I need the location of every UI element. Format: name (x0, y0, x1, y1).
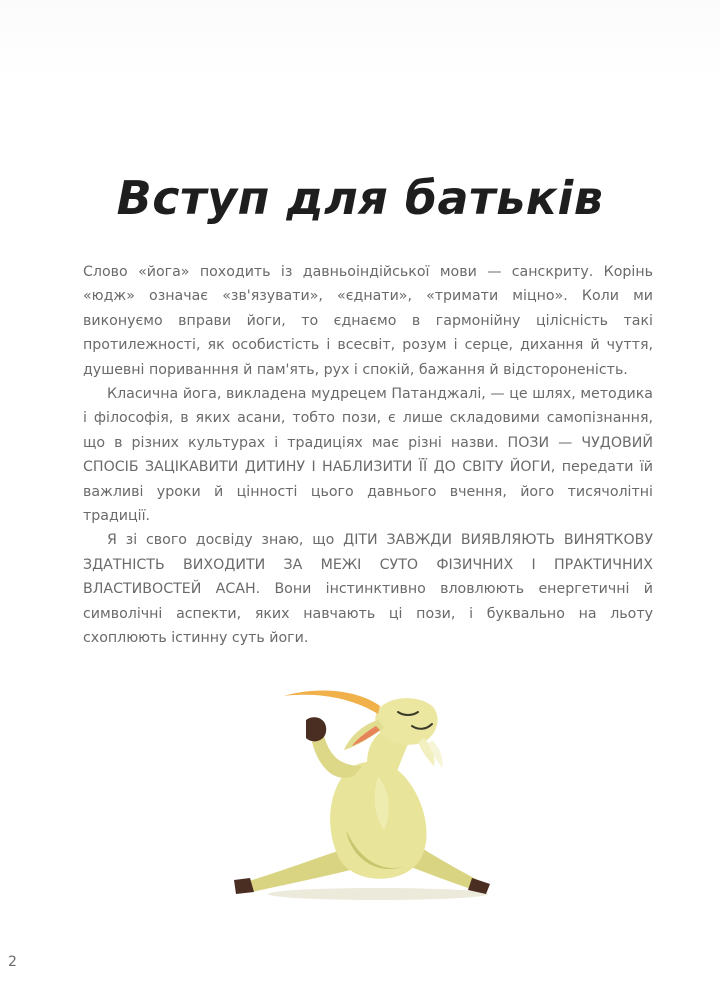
page-number: 2 (8, 954, 17, 970)
goat-horn (284, 691, 380, 714)
intro-text-block (83, 260, 653, 651)
paragraph-1: Слово «йога» походить із давньоіндійської мови — санскриту. Корінь «юдж» означає «зв'язувати», «єднати», «тримати міцно». Коли ми виконуємо вправи йоги, то єднаємо в гармонійну цілісність такі протилежності, як особистість і всесвіт, розум і серце, дихання й чуття, душевні пориванння й пам'ять, рух і спокій, бажання й відстороненість. (83, 264, 653, 378)
ground-shadow (268, 888, 488, 900)
goat-yoga-illustration (228, 680, 508, 910)
goat-left-hoof (234, 878, 254, 894)
paragraph-2: Класична йога, викладена мудрецем Патанджалі, — це шлях, методика і філософія, в яких асани, тобто пози, є лише складовими самопізнання, що в різних культурах і традиціях має різні назви. ПОЗИ — ЧУДОВИЙ СПОСІБ ЗАЦІКАВИТИ ДИТИНУ І НАБЛИЗИТИ ЇЇ ДО СВІТУ ЙОГИ, передати їй важливі уроки й цінності цього давнього вчення, його тисячолітні традиції. (83, 386, 653, 525)
page-title: Вступ для батьків (116, 170, 604, 225)
paragraph-3: Я зі свого досвіду знаю, що ДІТИ ЗАВЖДИ ВИЯВЛЯЮТЬ ВИНЯТКОВУ ЗДАТНІСТЬ ВИХОДИТИ ЗА МЕЖІ СУТО ФІЗИЧНИХ І ПРАКТИЧНИХ ВЛАСТИВОСТЕЙ АСАН. Вони інстинктивно вловлюють енергетичні й символічні аспекти, яких навчають ці пози, і буквально на льоту схоплюють істинну суть йоги. (83, 532, 653, 647)
